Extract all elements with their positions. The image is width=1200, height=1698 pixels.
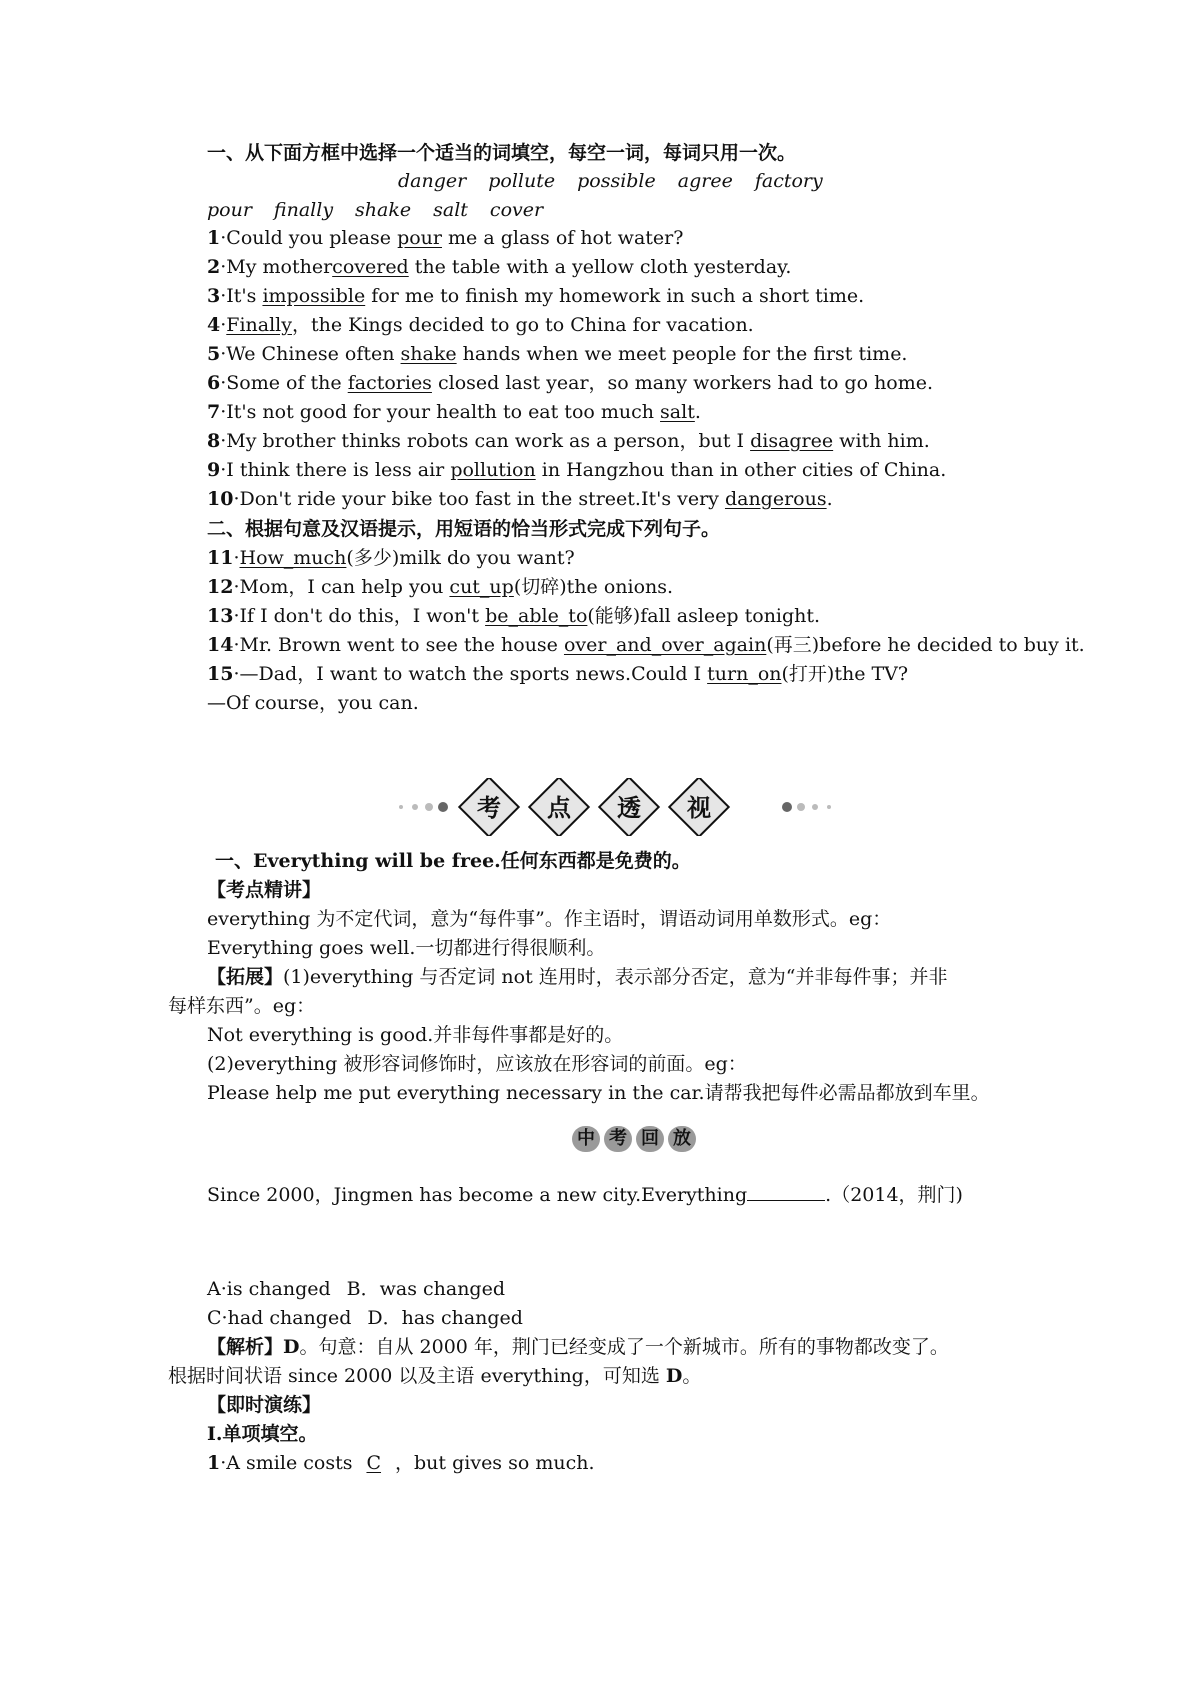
badge-char: 中	[572, 1126, 600, 1152]
zhongkao-huifang-badge	[572, 1126, 696, 1152]
item-text: .	[826, 488, 833, 510]
item-text: —Dad，I want to watch the sports news.Could I	[239, 663, 708, 685]
item-text: (打开)the TV?	[781, 663, 909, 685]
item-number: 13	[207, 605, 234, 627]
word-bank-item: danger	[398, 170, 467, 192]
item-answer: shake	[400, 343, 457, 365]
section2-heading: 二、根据句意及汉语提示，用短语的恰当形式完成下列句子。	[207, 518, 721, 540]
item-answer: pollution	[450, 459, 536, 481]
word-bank-item: agree	[677, 170, 733, 192]
analysis-text: 。句意：自从 2000 年，荆门已经变成了一个新城市。所有的事物都改变了。	[299, 1336, 949, 1358]
item-number: 4	[207, 314, 221, 336]
badge-char: 放	[668, 1126, 696, 1152]
exam-question	[207, 1182, 963, 1208]
answer-blank	[747, 1182, 825, 1201]
item-number: 1	[207, 227, 221, 249]
extension-line: (2)everything 被形容词修饰时，应该放在形容词的前面。eg：	[207, 1053, 747, 1075]
exercise-item: 2·My mothercovered the table with a yellow cloth yesterday.	[207, 256, 792, 278]
word-bank-item: finally	[273, 199, 334, 221]
item-number: 8	[207, 430, 221, 452]
item-text: .	[694, 401, 701, 423]
item-number: 2	[207, 256, 221, 278]
item-number: 3	[207, 285, 221, 307]
answer-letter: D	[283, 1336, 300, 1358]
item-answer: be_able_to	[485, 605, 588, 627]
exercise-item: 4·Finally，the Kings decided to go to China for vacation.	[207, 314, 754, 336]
exercise-item: 9·I think there is less air pollution in Hangzhou than in other cities of China.	[207, 459, 947, 481]
item-text: (能够)fall asleep tonight.	[587, 605, 821, 627]
word-bank-item: salt	[433, 199, 468, 221]
item-text: in Hangzhou than in other cities of China.	[535, 459, 947, 481]
item-answer: over_and_over_again	[563, 634, 767, 656]
word-bank-item: pour	[207, 199, 252, 221]
item-text: If I don't do this，I won't	[239, 605, 486, 627]
banner-char: 点	[547, 794, 571, 822]
item-text: Mom，I can help you	[239, 576, 450, 598]
item-text: (多少)milk do you want?	[346, 547, 575, 569]
answer-fill: C	[366, 1452, 382, 1474]
option-d: D．has changed	[367, 1307, 523, 1329]
item-text: My brother thinks robots can work as a person，but I	[226, 430, 751, 452]
item-answer: cut_up	[449, 576, 514, 598]
item-text: It's	[226, 285, 263, 307]
item-answer: impossible	[262, 285, 366, 307]
tag-tuozhan: 【拓展】	[207, 966, 284, 988]
item-text: Mr. Brown went to see the house	[239, 634, 564, 656]
item-text: ，the Kings decided to go to China for vacation.	[292, 314, 754, 336]
item-number: 12	[207, 576, 234, 598]
item-text: (再三)before he decided to buy it.	[766, 634, 1085, 656]
item-number: 15	[207, 663, 234, 685]
item-answer: disagree	[750, 430, 834, 452]
exercise-item: 1·Could you please pour me a glass of hot water?	[207, 227, 684, 249]
item-answer: covered	[332, 256, 409, 278]
item-number: 9	[207, 459, 221, 481]
word-bank-item: possible	[577, 170, 656, 192]
exercise-item: 12·Mom，I can help you cut_up(切碎)the onions.	[207, 576, 674, 598]
item-number: 6	[207, 372, 221, 394]
analysis-text: 根据时间状语 since 2000 以及主语 everything，可知选	[168, 1365, 666, 1387]
point-title: 一、Everything will be free.任何东西都是免费的。	[215, 850, 691, 872]
badge-char: 考	[604, 1126, 632, 1152]
option-a: A·is changed	[207, 1278, 331, 1300]
exercise-item: 15·—Dad，I want to watch the sports news.Could I turn_on(打开)the TV?	[207, 663, 909, 685]
extension-line: 每样东西”。eg：	[168, 995, 316, 1017]
exercise-item: 10·Don't ride your bike too fast in the street.It's very dangerous.	[207, 488, 833, 510]
practice-subheading: Ⅰ.单项填空。	[207, 1423, 318, 1445]
kaodian-toushi-banner	[395, 778, 835, 836]
item-answer: Finally	[226, 314, 292, 336]
extension-line: Not everything is good.并非每件事都是好的。	[207, 1024, 624, 1046]
explain-line: Everything goes well.一切都进行得很顺利。	[207, 937, 606, 959]
item-text: (切碎)the onions.	[513, 576, 674, 598]
item-answer: turn_on	[707, 663, 782, 685]
word-bank-row1	[398, 168, 845, 194]
section1-heading: 一、从下面方框中选择一个适当的词填空，每空一词，每词只用一次。	[207, 142, 797, 164]
exam-source: .（2014，荆门)	[825, 1184, 963, 1206]
explain-line: everything 为不定代词，意为“每件事”。作主语时，谓语动词用单数形式。eg：	[207, 908, 892, 930]
question-text: A smile costs	[226, 1452, 353, 1474]
item-text: My mother	[226, 256, 333, 278]
item-answer: pour	[397, 227, 442, 249]
analysis-line	[207, 1334, 949, 1360]
options-row	[207, 1305, 523, 1331]
dialogue-reply: —Of course，you can.	[207, 692, 419, 714]
item-text: the table with a yellow cloth yesterday.	[408, 256, 792, 278]
item-text: me a glass of hot water?	[442, 227, 684, 249]
practice-question: 1·A smile costs C ，but gives so much.	[207, 1452, 595, 1474]
item-text: Don't ride your bike too fast in the street.It's very	[239, 488, 725, 510]
item-number: 14	[207, 634, 234, 656]
word-bank-item: pollute	[488, 170, 556, 192]
banner-char: 透	[617, 794, 641, 822]
item-number: 11	[207, 547, 234, 569]
item-number: 5	[207, 343, 221, 365]
exercise-item: 14·Mr. Brown went to see the house over_and_over_again(再三)before he decided to buy it.	[207, 634, 1085, 656]
exercise-item: 7·It's not good for your health to eat too much salt.	[207, 401, 701, 423]
item-text: We Chinese often	[226, 343, 401, 365]
tag-jiexi: 【解析】	[207, 1336, 284, 1358]
item-text: with him.	[833, 430, 930, 452]
exercise-item: 8·My brother thinks robots can work as a person，but I disagree with him.	[207, 430, 930, 452]
item-text: Could you please	[226, 227, 398, 249]
exercise-item: 6·Some of the factories closed last year，so many workers had to go home.	[207, 372, 934, 394]
item-text: hands when we meet people for the first time.	[456, 343, 908, 365]
word-bank-item: shake	[355, 199, 412, 221]
extension-line	[207, 964, 947, 990]
option-b: B．was changed	[346, 1278, 505, 1300]
banner-char: 视	[687, 794, 711, 822]
word-bank-item: cover	[489, 199, 544, 221]
extension-text: (1)everything 与否定词 not 连用时，表示部分否定，意为“并非每件事；并非	[283, 966, 948, 988]
exercise-item: 13·If I don't do this，I won't be_able_to(能够)fall asleep tonight.	[207, 605, 821, 627]
question-text: ，but gives so much.	[395, 1452, 595, 1474]
badge-char: 回	[636, 1126, 664, 1152]
item-text: for me to finish my homework in such a short time.	[365, 285, 865, 307]
item-text: It's not good for your health to eat too much	[226, 401, 661, 423]
option-c: C·had changed	[207, 1307, 352, 1329]
tag-jingjiang: 【考点精讲】	[207, 879, 322, 901]
word-bank-item: factory	[754, 170, 823, 192]
analysis-line	[168, 1363, 701, 1389]
analysis-end: 。	[682, 1365, 702, 1387]
item-number: 1	[207, 1452, 221, 1474]
exercise-item: 5·We Chinese often shake hands when we meet people for the first time.	[207, 343, 908, 365]
banner-char: 考	[477, 794, 501, 822]
exam-question-text: Since 2000，Jingmen has become a new city.Everything	[207, 1184, 748, 1206]
word-bank-row2	[207, 197, 565, 223]
item-number: 7	[207, 401, 221, 423]
exercise-item: 3·It's impossible for me to finish my homework in such a short time.	[207, 285, 865, 307]
item-answer: How_much	[239, 547, 347, 569]
item-answer: dangerous	[724, 488, 827, 510]
item-text: Some of the	[226, 372, 348, 394]
item-text: closed last year，so many workers had to go home.	[431, 372, 934, 394]
item-number: 10	[207, 488, 234, 510]
item-answer: salt	[660, 401, 695, 423]
extension-line: Please help me put everything necessary in the car.请帮我把每件必需品都放到车里。	[207, 1082, 990, 1104]
item-text: I think there is less air	[226, 459, 451, 481]
exercise-item: 11·How_much(多少)milk do you want?	[207, 547, 575, 569]
options-row	[207, 1276, 505, 1302]
item-answer: factories	[347, 372, 432, 394]
answer-letter: D	[665, 1365, 683, 1387]
tag-jishi-yanlian: 【即时演练】	[207, 1394, 322, 1416]
